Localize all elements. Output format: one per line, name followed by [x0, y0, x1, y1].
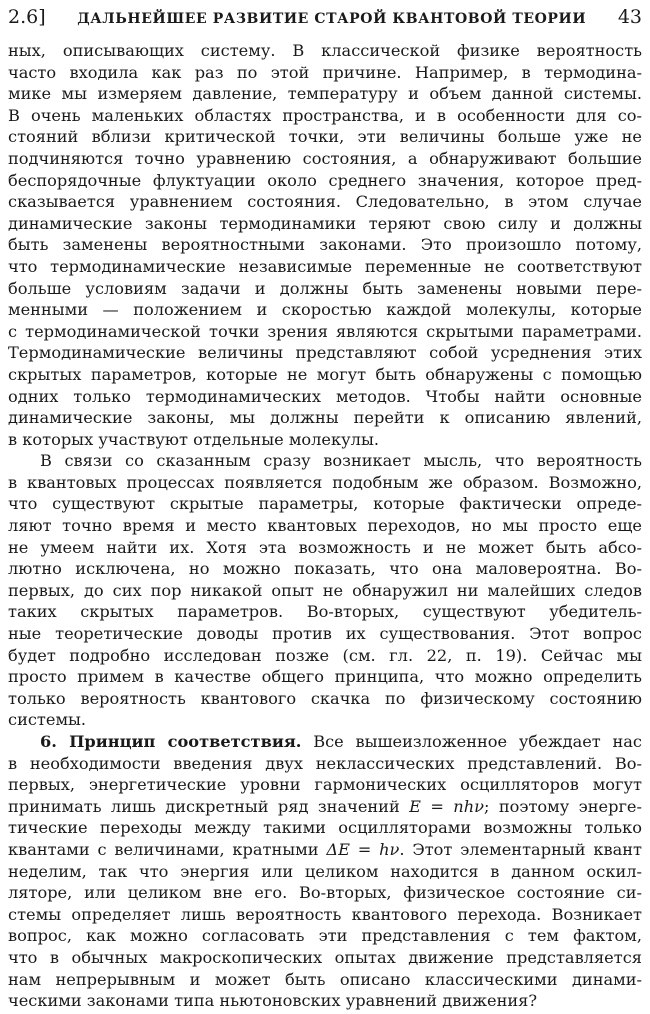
text-line: мике мы измеряем давление, температуру и объем данной системы. [8, 84, 642, 104]
book-page [8, 6, 642, 1012]
text-fragment: ; поэтому энерге- [484, 796, 642, 816]
paragraph-3 [8, 731, 642, 1012]
text-line: больше условиям задачи и должны быть заменены новыми пере- [8, 278, 642, 298]
text-line: часто входила как раз по этой причине. Например, в термодина- [8, 62, 642, 82]
text-line: одних только термодинамических методов. Чтобы найти основные [8, 386, 642, 406]
text-line: нам непрерывным и может быть описано классическими динами- [8, 969, 642, 989]
text-line: не умеем найти их. Хотя эта возможность и не может быть абсо- [8, 537, 642, 557]
text-line: ных, описывающих систему. В классической физике вероятность [8, 41, 642, 60]
text-line: тические переходы между такими осцилляторами возможны только [8, 818, 642, 838]
running-header [8, 6, 642, 40]
text-line: лютно исключена, но можно показать, что она маловероятна. Во- [8, 559, 642, 579]
formula-energy-levels: E = nhν [409, 796, 484, 816]
text-line: сказывается уравнением состояния. Следовательно, в этом случае [8, 192, 642, 212]
text-line: первых, до сих пор никакой опыт не обнаружил ни малейших следов [8, 580, 642, 600]
text-line: в квантовых процессах появляется подобным же образом. Возможно, [8, 472, 642, 492]
formula-energy-quantum: ΔE = hν [326, 839, 400, 859]
text-line: ляторе, или целиком вне его. Во-вторых, физическое состояние си- [8, 883, 642, 903]
text-line [8, 796, 642, 818]
text-line: динамические законы, мы должны перейти к описанию явлений, [8, 408, 642, 428]
text-line: вопрос, как можно согласовать эти представления с тем фактом, [8, 926, 642, 946]
paragraph-2 [8, 450, 642, 731]
text-line: динамические законы термодинамики теряют свою силу и должны [8, 213, 642, 233]
text-line: менными — положением и скоростью каждой молекулы, которые [8, 300, 642, 320]
text-line: В связи со сказанным сразу возникает мысль, что вероятность [40, 451, 642, 471]
text-line [8, 731, 642, 753]
section-number: 2.6] [8, 6, 46, 28]
text-line: таких скрытых параметров. Во-вторых, существуют убедитель- [8, 602, 642, 622]
text-line: неделим, так что энергия или целиком находится в данном оскил- [8, 861, 642, 881]
text-line: в необходимости введения двух неклассических представлений. Во- [8, 753, 642, 773]
text-line: с термодинамической точки зрения являются скрытыми параметрами. [8, 321, 642, 341]
text-fragment: квантами с величинами, кратными [8, 839, 319, 859]
text-line: в которых участвуют отдельные молекулы. [8, 429, 379, 449]
text-fragment: Все вышеизложенное убеждает нас [313, 732, 642, 751]
text-line: В очень маленьких областях пространства, и в особенности для со- [8, 105, 642, 125]
text-line: ляют точно время и место квантовых переходов, но мы просто еще [8, 516, 642, 536]
text-line: стемы определяет лишь вероятность квантового перехода. Возникает [8, 904, 642, 924]
text-line: стояний вблизи критической точки, эти величины больше уже не [8, 127, 642, 147]
text-line [8, 839, 642, 861]
text-line: Термодинамические величины представляют собой усреднения этих [8, 343, 642, 363]
text-line: беспорядочные флуктуации около среднего значения, которое пред- [8, 170, 642, 190]
paragraph-1 [8, 40, 642, 450]
text-line: скрытых параметров, которые не могут быть обнаружены с помощью [8, 364, 642, 384]
section-heading: 6. Принцип соответствия. [40, 732, 302, 751]
text-line: просто примем в качестве общего принципа, что можно определить [8, 667, 642, 687]
text-line: подчиняются точно уравнению состояния, а обнаруживают большие [8, 148, 642, 168]
text-line: первых, энергетические уровни гармонических осцилляторов могут [8, 775, 642, 795]
text-fragment: принимать лишь дискретный ряд значений [8, 796, 400, 816]
text-line: ные теоретические доводы против их существования. Этот вопрос [8, 624, 642, 644]
text-line: что существуют скрытые параметры, которые фактически опреде- [8, 494, 642, 514]
text-line: что в обычных макроскопических опытах движение представляется [8, 947, 642, 967]
running-title: ДАЛЬНЕЙШЕЕ РАЗВИТИЕ СТАРОЙ КВАНТОВОЙ ТЕОРИИ [77, 11, 587, 27]
text-line: будет подробно исследован позже (см. гл. 22, п. 19). Сейчас мы [8, 645, 642, 665]
text-line: системы. [8, 710, 87, 730]
text-fragment: . Этот элементарный квант [399, 839, 642, 859]
text-line: быть заменены вероятностными законами. Это произошло потому, [8, 235, 642, 255]
page-number: 43 [617, 6, 642, 28]
text-line: только вероятность квантового скачка по физическому состоянию [8, 688, 642, 708]
text-line: что термодинамические независимые переменные не соответствуют [8, 256, 642, 276]
text-line: ческими законами типа ньютоновских уравнений движения? [8, 991, 538, 1011]
